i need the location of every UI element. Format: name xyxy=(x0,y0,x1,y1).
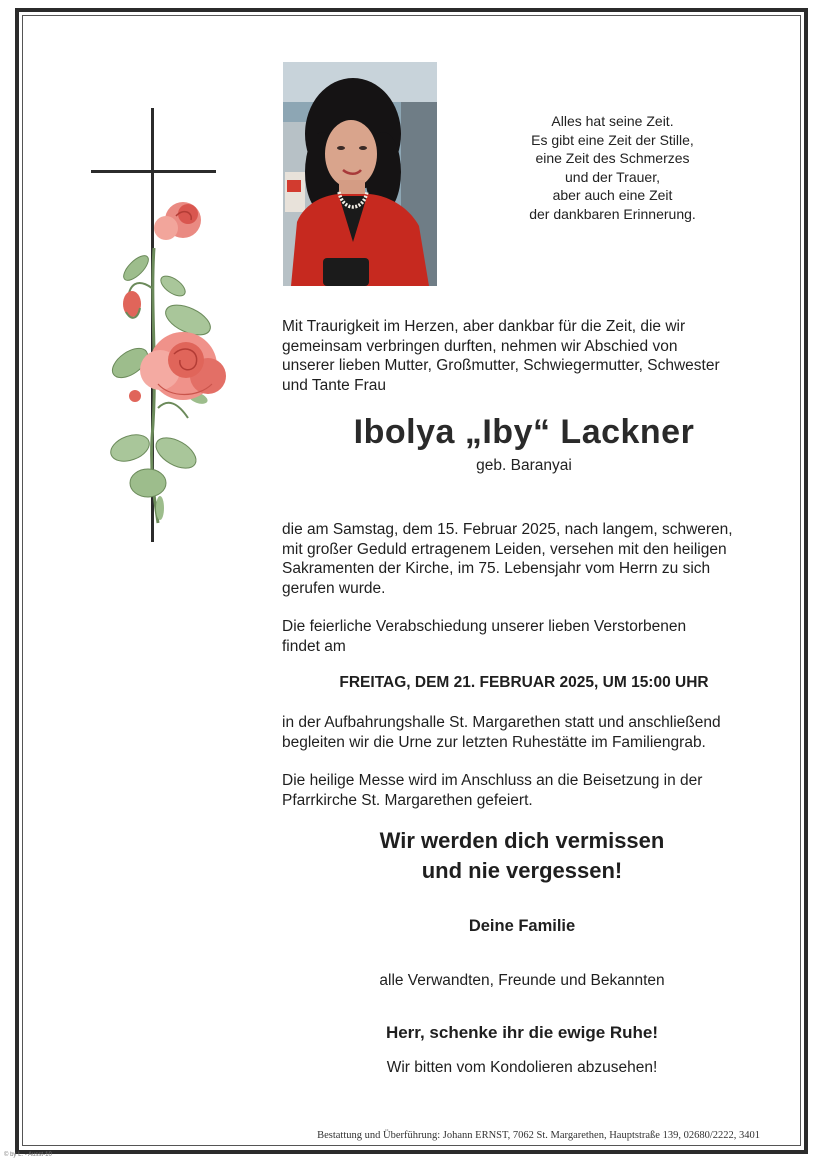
rose-bud xyxy=(123,291,141,318)
quote-line: der dankbaren Erinnerung. xyxy=(529,205,696,222)
quote-line: Alles hat seine Zeit. xyxy=(551,113,674,129)
rose-top xyxy=(154,202,201,240)
rose-branch-icon xyxy=(107,202,226,523)
quote-line: und der Trauer, xyxy=(565,168,660,185)
portrait-photo xyxy=(283,62,437,286)
mass-line: Die heilige Messe wird im Anschluss an die Beisetzung in der xyxy=(282,772,703,789)
death-notice-line: gerufen wurde. xyxy=(282,579,386,597)
undertaker-footer: Bestattung und Überführung: Johann ERNST, 7062 St. Margarethen, Hauptstraße 139, 02680/2222, 3401 xyxy=(317,1130,760,1141)
quote-line: aber auch eine Zeit xyxy=(552,187,673,203)
quote-line: eine Zeit des Schmerzes xyxy=(535,150,690,166)
relatives-line: alle Verwandten, Freunde und Bekannten xyxy=(379,972,665,989)
blessing-line: Herr, schenke ihr die ewige Ruhe! xyxy=(385,1023,659,1042)
location-line: in der Aufbahrungshalle St. Margarethen statt und anschließend xyxy=(282,714,721,731)
poem-quote xyxy=(485,112,740,223)
motto-line: und nie vergessen! xyxy=(421,858,623,883)
death-notice-line: Sakramenten der Kirche, im 75. Lebensjahr vom Herrn zu sich xyxy=(282,560,711,577)
location-line: begleiten wir die Urne zur letzten Ruhestätte im Familiengrab. xyxy=(282,733,706,751)
intro-paragraph xyxy=(282,317,762,395)
death-notice-line: mit großer Geduld ertragenem Leiden, versehen mit den heiligen xyxy=(282,540,727,558)
intro-line: unserer lieben Mutter, Großmutter, Schwiegermutter, Schwester xyxy=(282,357,720,374)
location-paragraph xyxy=(282,713,762,752)
motto-line: Wir werden dich vermissen xyxy=(379,828,665,853)
farewell-line: findet am xyxy=(282,637,346,655)
farewell-paragraph xyxy=(282,617,762,656)
intro-line: gemeinsam verbringen durften, nehmen wir Abschied von xyxy=(282,337,678,355)
cross-with-roses-icon xyxy=(88,108,238,548)
mass-line: Pfarrkirche St. Margarethen gefeiert. xyxy=(282,791,533,809)
family-signature: Deine Familie xyxy=(468,917,576,935)
farewell-line: Die feierliche Verabschiedung unserer lieben Verstorbenen xyxy=(282,618,687,635)
condolence-note: Wir bitten vom Kondolieren abzusehen! xyxy=(386,1059,658,1076)
intro-line: Mit Traurigkeit im Herzen, aber dankbar für die Zeit, die wir xyxy=(282,318,686,335)
intro-line: und Tante Frau xyxy=(282,376,386,394)
birth-name: geb. Baranyai xyxy=(476,457,572,474)
mass-paragraph xyxy=(282,771,762,810)
quote-line: Es gibt eine Zeit der Stille, xyxy=(531,131,694,148)
deceased-name: Ibolya „Iby“ Lackner xyxy=(353,413,695,451)
ceremony-date: FREITAG, DEM 21. FEBRUAR 2025, UM 15:00 UHR xyxy=(339,674,709,691)
death-notice-paragraph xyxy=(282,520,762,598)
copyright-note: © by L. - Ausst-10 xyxy=(4,1152,52,1158)
death-notice-line: die am Samstag, dem 15. Februar 2025, nach langem, schweren, xyxy=(282,521,733,538)
motto xyxy=(282,826,762,886)
